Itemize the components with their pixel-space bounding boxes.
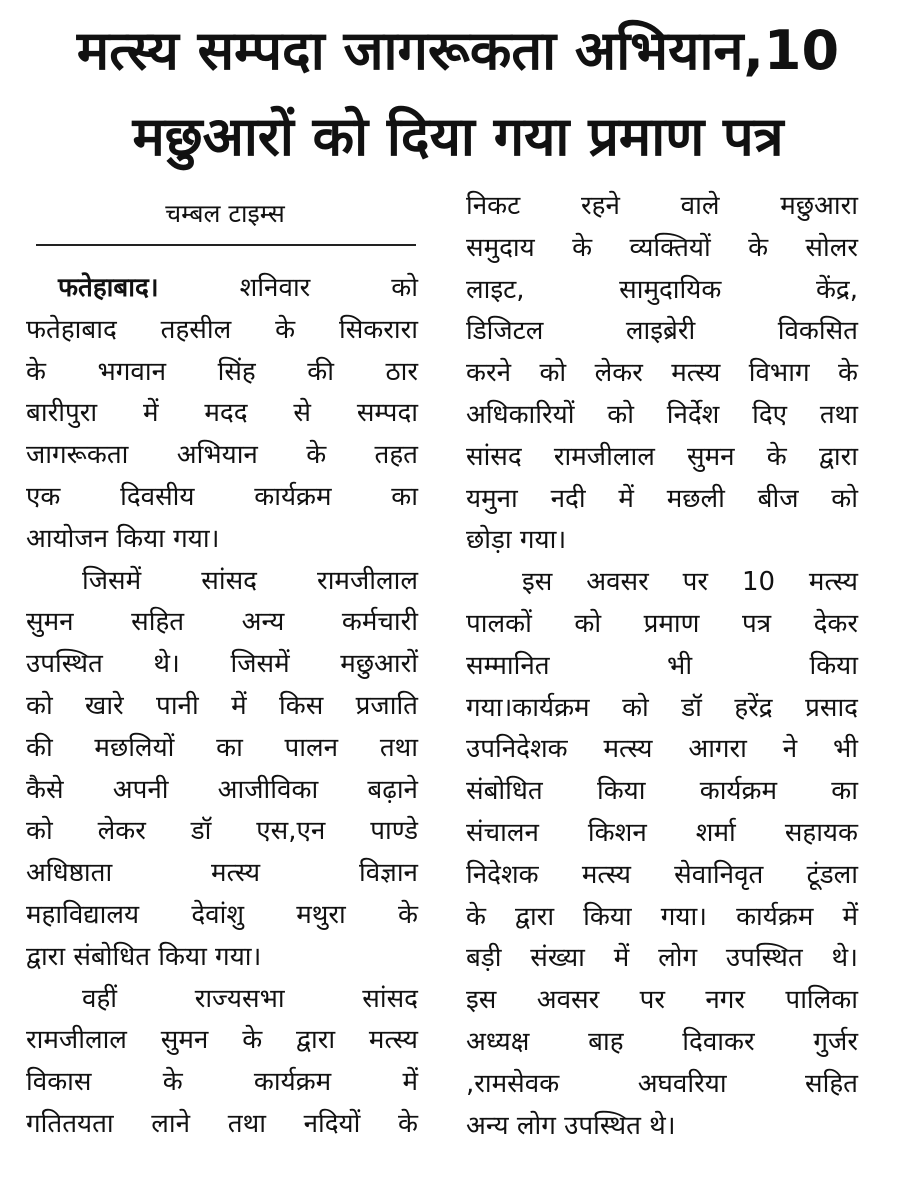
article-line: को खारे पानी में किस प्रजाति	[26, 690, 418, 721]
article-line: द्वारा संबोधित किया गया।	[26, 941, 262, 972]
headline-line-1: मत्स्य सम्पदा जागरूकता अभियान,10	[76, 19, 840, 82]
article-line: लाइट, सामुदायिक केंद्र,	[466, 274, 858, 305]
article-line: की मछलियों का पालन तथा	[26, 732, 418, 763]
article-line: अध्यक्ष बाह दिवाकर गुर्जर	[466, 1026, 858, 1057]
dateline: फतेहाबाद।	[58, 273, 159, 303]
article-line: इस अवसर पर नगर पालिका	[466, 985, 858, 1016]
article-line: छोड़ा गया।	[466, 525, 567, 556]
article-line: संचालन किशन शर्मा सहायक	[466, 817, 858, 848]
article-line: फतेहाबाद। शनिवार को	[58, 273, 418, 303]
article-line: निदेशक मत्स्य सेवानिवृत टूंडला	[466, 859, 858, 890]
article-line: आयोजन किया गया।	[26, 523, 220, 554]
article-column-left	[26, 268, 418, 1146]
article-line: अधिकारियों को निर्देश दिए तथा	[466, 399, 858, 430]
article-line: रामजीलाल सुमन के द्वारा मत्स्य	[26, 1025, 418, 1056]
article-line: को लेकर डॉ एस,एन पाण्डे	[26, 816, 418, 847]
article-line: सांसद रामजीलाल सुमन के द्वारा	[466, 441, 858, 472]
byline: चम्बल टाइम्स	[165, 199, 285, 228]
article-line: उपनिदेशक मत्स्य आगरा ने भी	[466, 734, 858, 765]
article-line: समुदाय के व्यक्तियों के सोलर	[466, 232, 858, 263]
article-line: गतितयता लाने तथा नदियों के	[26, 1108, 418, 1139]
article-line: जिसमें सांसद रामजीलाल	[82, 565, 418, 596]
article-line: उपस्थित थे। जिसमें मछुआरों	[26, 649, 418, 680]
article-line: बारीपुरा में मदद से सम्पदा	[26, 398, 418, 429]
article-line: निकट रहने वाले मछुआरा	[466, 191, 858, 221]
article-line: सुमन सहित अन्य कर्मचारी	[26, 607, 418, 638]
article-line: सम्मानित भी किया	[466, 650, 858, 681]
article-line: के द्वारा किया गया। कार्यक्रम में	[466, 901, 858, 932]
article-line: डिजिटल लाइब्रेरी विकसित	[466, 316, 858, 347]
headline-line-2: मछुआरों को दिया गया प्रमाण पत्र	[132, 105, 784, 168]
article-line: के भगवान सिंह की ठार	[26, 356, 418, 387]
article-line: गया।कार्यक्रम को डॉ हरेंद्र प्रसाद	[466, 692, 858, 723]
article-line: एक दिवसीय कार्यक्रम का	[26, 481, 418, 512]
article-line: यमुना नदी में मछली बीज को	[466, 483, 858, 514]
article-line: संबोधित किया कार्यक्रम का	[466, 776, 858, 807]
article-column-right	[466, 186, 858, 1147]
article-line: इस अवसर पर 10 मत्स्य	[522, 567, 858, 598]
article-line: ,रामसेवक अघवरिया सहित	[466, 1068, 858, 1099]
article-line: जागरूकता अभियान के तहत	[26, 440, 418, 471]
article-headline	[18, 8, 898, 180]
article-line: करने को लेकर मत्स्य विभाग के	[466, 358, 858, 389]
article-line: विकास के कार्यक्रम में	[26, 1067, 418, 1098]
article-line: अन्य लोग उपस्थित थे।	[466, 1110, 676, 1141]
article-line: कैसे अपनी आजीविका बढ़ाने	[26, 774, 418, 805]
article-line: अधिष्ठाता मत्स्य विज्ञान	[26, 858, 418, 889]
article-line: वहीं राज्यसभा सांसद	[82, 983, 418, 1014]
article-line: पालकों को प्रमाण पत्र देकर	[466, 608, 858, 639]
article-line: फतेहाबाद तहसील के सिकरारा	[26, 314, 418, 345]
article-line: महाविद्यालय देवांशु मथुरा के	[26, 899, 418, 930]
byline-divider	[36, 244, 416, 246]
article-line: बड़ी संख्या में लोग उपस्थित थे।	[466, 943, 858, 974]
